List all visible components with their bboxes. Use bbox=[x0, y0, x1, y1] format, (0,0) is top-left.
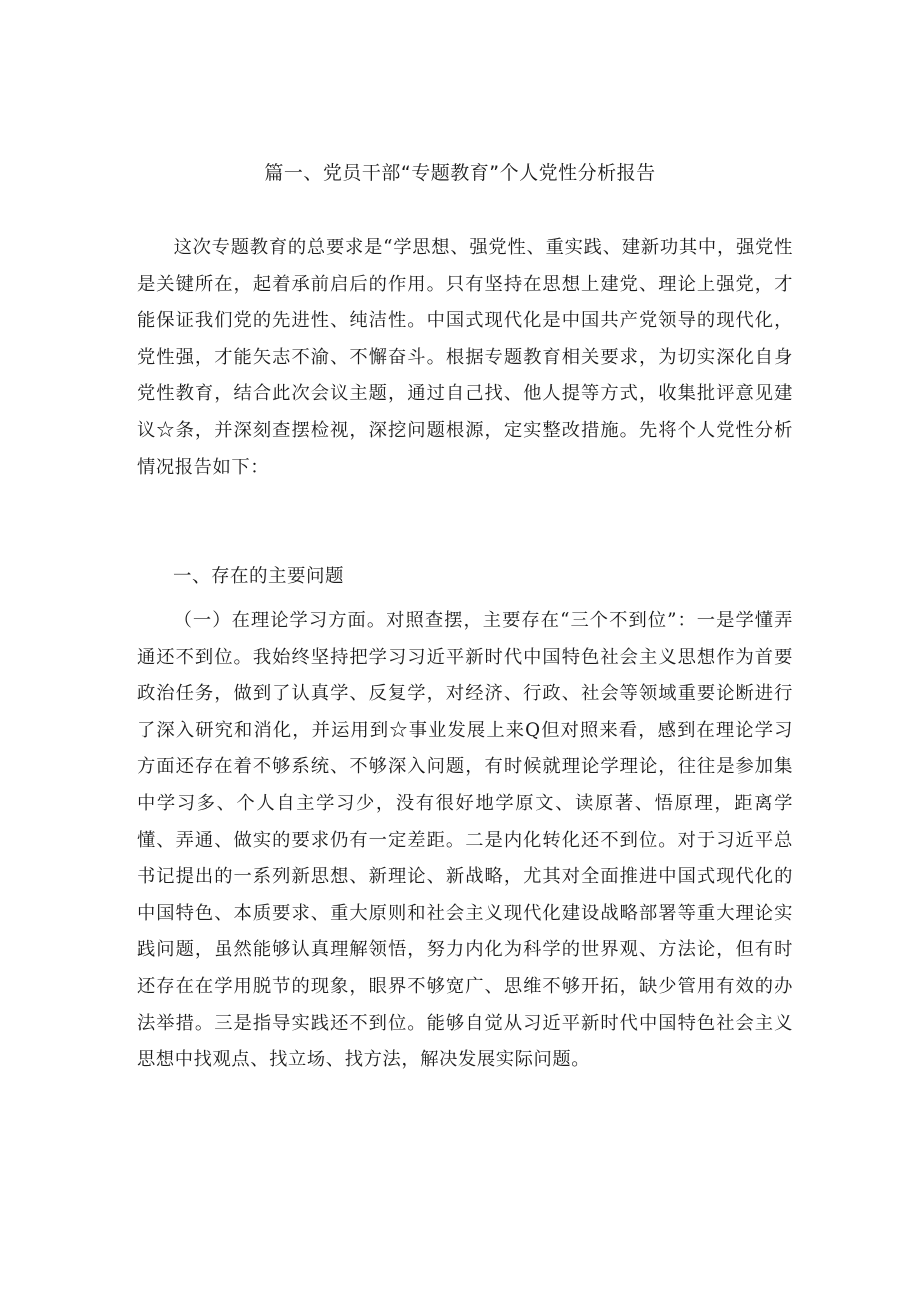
theory-study-paragraph: （一）在理论学习方面。对照查摆，主要存在“三个不到位”：一是学懂弄通还不到位。我始终坚持把学习习近平新时代中国特色社会主义思想作为首要政治任务，做到了认真学、反复学，对经济、行政、社会等领域重要论断进行了深入研究和消化，并运用到☆事业发展上来Q但对照来看，感到在理论学习方面还存在着不够系统、不够深入问题，有时候就理论学理论，往往是参加集中学习多、个人自主学习少，没有很好地学原文、读原著、悟原理，距离学懂、弄通、做实的要求仍有一定差距。二是内化转化还不到位。对于习近平总书记提出的一系列新思想、新理论、新战略，尤其对全面推进中国式现代化的中国特色、本质要求、重大原则和社会主义现代化建设战略部署等重大理论实践问题，虽然能够认真理解领悟，努力内化为科学的世界观、方法论，但有时还存在在学用脱节的现象，眼界不够宽广、思维不够开拓，缺少管用有效的办法举措。三是指导实践还不到位。能够自觉从习近平新时代中国特色社会主义思想中找观点、找立场、找方法，解决发展实际问题。 bbox=[137, 610, 793, 1071]
section-heading: 一、存在的主要问题 bbox=[173, 566, 345, 587]
document-title: 篇一、党员干部“专题教育”个人党性分析报告 bbox=[264, 162, 656, 184]
intro-paragraph: 这次专题教育的总要求是“学思想、强党性、重实践、建新功其中，强党性是关键所在，起着承前启后的作用。只有坚持在思想上建党、理论上强党，才能保证我们党的先进性、纯洁性。中国式现代化是中国共产党领导的现代化，党性强，才能矢志不渝、不懈奋斗。根据专题教育相关要求，为切实深化自身党性教育，结合此次会议主题，通过自己找、他人提等方式，收集批评意见建议☆条，并深刻查摆检视，深挖问题根源，定实整改措施。先将个人党性分析情况报告如下： bbox=[137, 237, 793, 478]
